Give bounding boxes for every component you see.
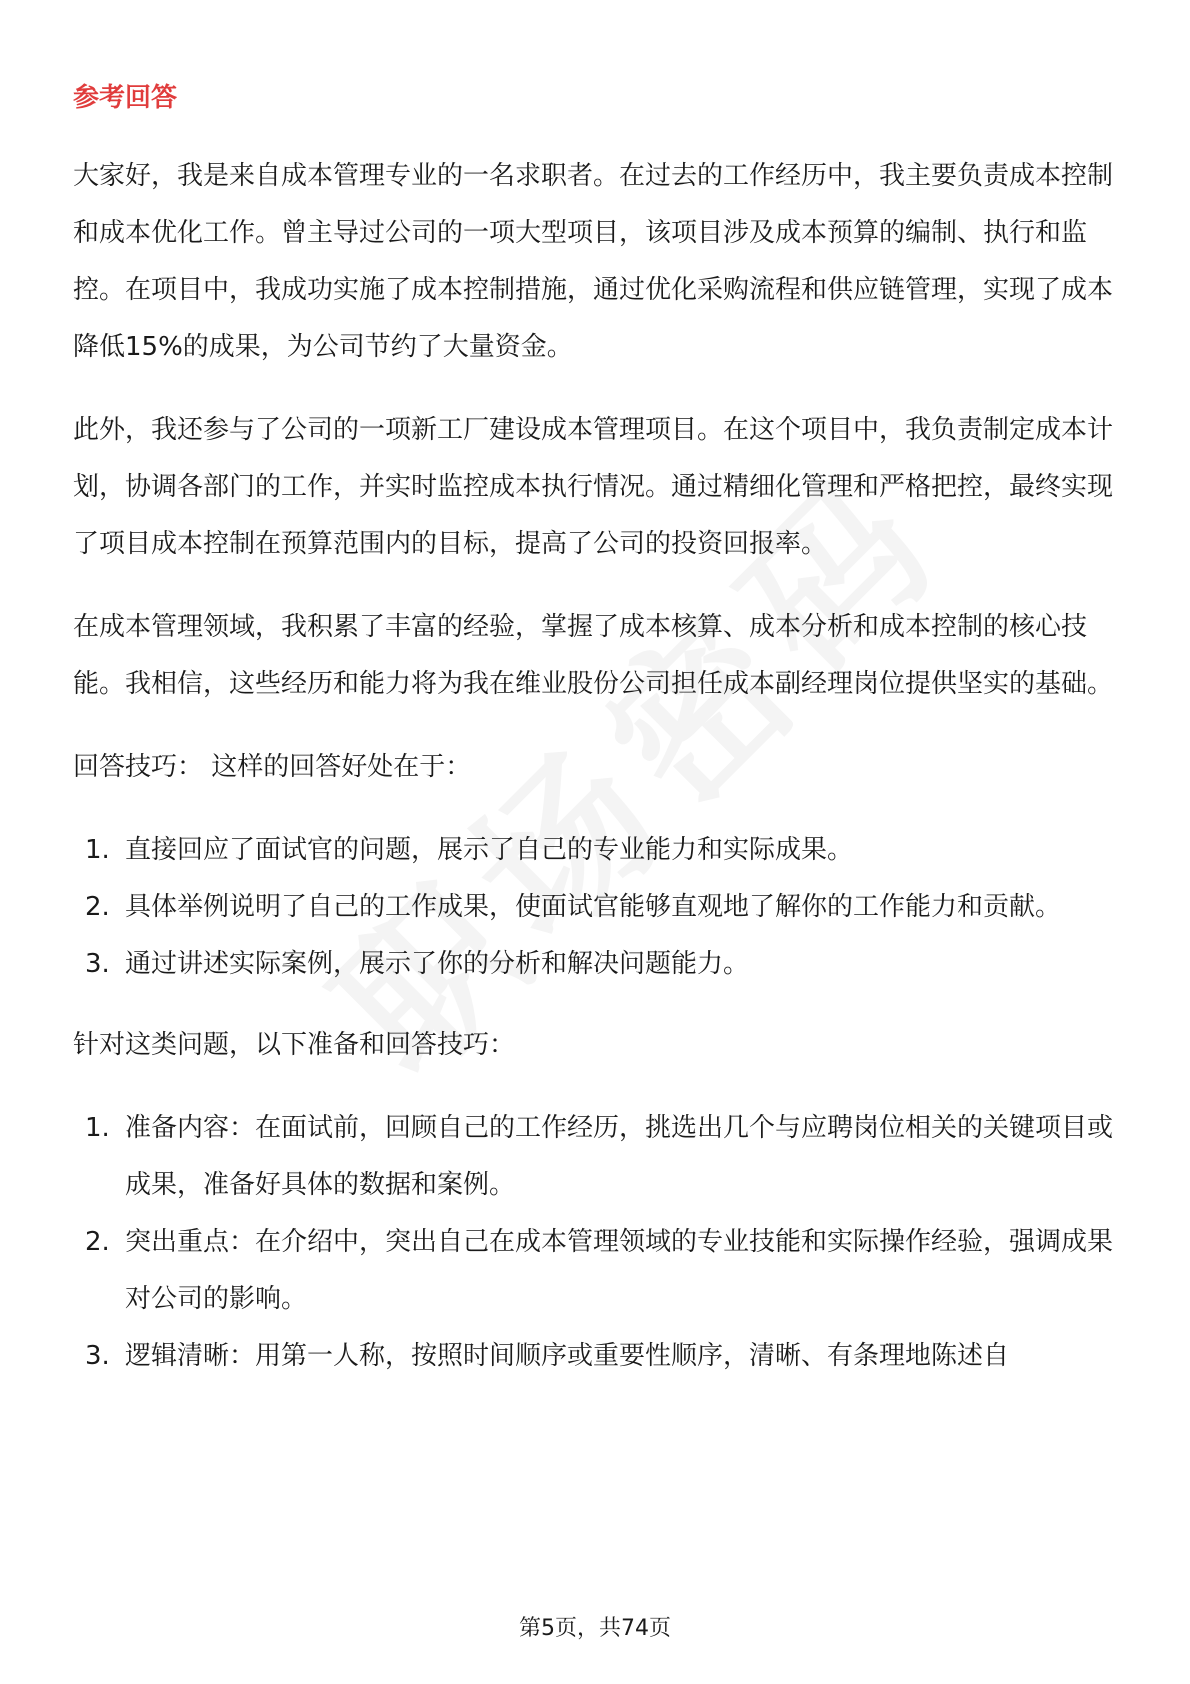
list-item: 2. 具体举例说明了自己的工作成果，使面试官能够直观地了解你的工作能力和贡献。: [85, 892, 1062, 922]
list-item: 3. 通过讲述实际案例，展示了你的分析和解决问题能力。: [85, 949, 750, 979]
paragraph-project: 此外，我还参与了公司的一项新工厂建设成本管理项目。在这个项目中，我负责制定成本计划，协调各部门的工作，并实时监控成本执行情况。通过精细化管理和严格把控，最终实现了项目成本控制在预算范围内的目标，提高了公司的投资回报率。: [73, 415, 1114, 559]
tips-intro: 回答技巧： 这样的回答好处在于：: [73, 752, 472, 782]
list-item: 1. 直接回应了面试官的问题，展示了自己的专业能力和实际成果。: [85, 835, 854, 865]
tips-list: [73, 822, 1123, 993]
section-heading: 参考回答: [73, 83, 178, 113]
prep-intro: 针对这类问题，以下准备和回答技巧：: [73, 1030, 516, 1060]
list-item: 1. 准备内容：在面试前，回顾自己的工作经历，挑选出几个与应聘岗位相关的关键项目或成果，准备好具体的数据和案例。: [85, 1113, 1114, 1200]
page-number: 第5页，共74页: [519, 1616, 671, 1641]
paragraph-intro: 大家好，我是来自成本管理专业的一名求职者。在过去的工作经历中，我主要负责成本控制和成本优化工作。曾主导过公司的一项大型项目，该项目涉及成本预算的编制、执行和监控。在项目中，我成功实施了成本控制措施，通过优化采购流程和供应链管理，实现了成本降低15%的成果，为公司节约了大量资金。: [73, 161, 1114, 362]
prep-list: [73, 1100, 1123, 1385]
document-body: [73, 78, 1123, 1409]
paragraph-skills: 在成本管理领域，我积累了丰富的经验，掌握了成本核算、成本分析和成本控制的核心技能。我相信，这些经历和能力将为我在维业股份公司担任成本副经理岗位提供坚实的基础。: [73, 612, 1114, 699]
list-item: 2. 突出重点：在介绍中，突出自己在成本管理领域的专业技能和实际操作经验，强调成果对公司的影响。: [85, 1227, 1114, 1314]
list-item: 3. 逻辑清晰：用第一人称，按照时间顺序或重要性顺序，清晰、有条理地陈述自: [85, 1341, 1010, 1371]
